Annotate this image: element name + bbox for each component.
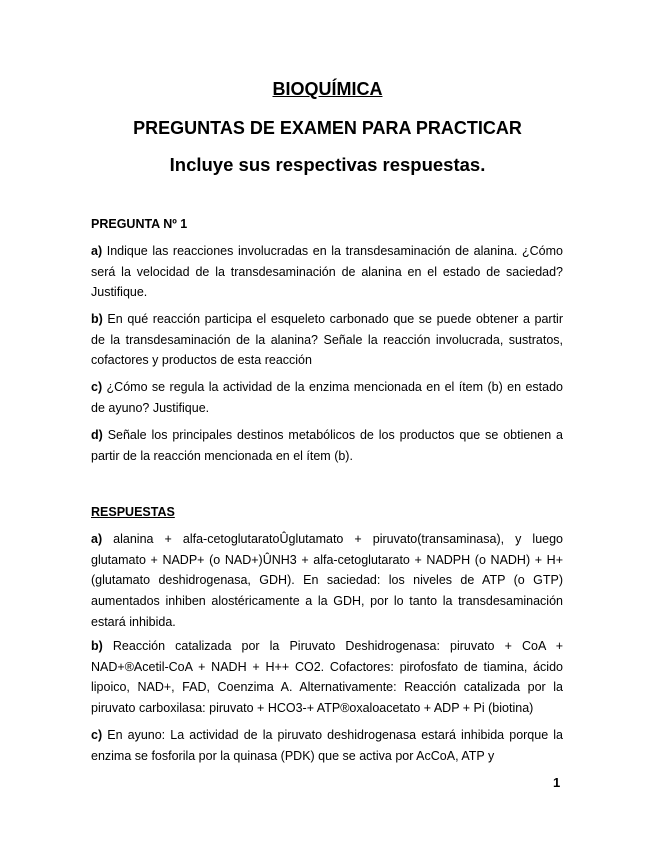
answer-item-text: En ayuno: La actividad de la piruvato deshidrogenasa estará inhibida porque la enzima se fosforila por la quinasa (PDK) que se activa por AcCoA, ATP y	[91, 728, 563, 763]
answer-item-b	[91, 636, 563, 719]
question-item-text: En qué reacción participa el esqueleto carbonado que se puede obtener a partir de la transdesaminación de la alanina? Señale la reacción involucrada, sustratos, cofactores y productos de esta reacción	[91, 312, 563, 368]
question-item-letter: b)	[91, 312, 103, 326]
document-subtitle: PREGUNTAS DE EXAMEN PARA PRACTICAR	[133, 118, 522, 138]
question-item-b	[91, 309, 563, 371]
answer-item-letter: c)	[91, 728, 103, 742]
page-number: 1	[553, 775, 561, 790]
answer-item-letter: a)	[91, 532, 103, 546]
document-tagline: Incluye sus respectivas respuestas.	[169, 154, 486, 175]
document-title: BIOQUÍMICA	[272, 79, 383, 99]
question-item-text: Señale los principales destinos metabólicos de los productos que se obtienen a partir de la reacción mencionada en el ítem (b).	[91, 428, 563, 463]
question-item-text: Indique las reacciones involucradas en la transdesaminación de alanina. ¿Cómo será la velocidad de la transdesaminación de alanina en el estado de saciedad? Justifique.	[91, 244, 563, 300]
question-item-letter: d)	[91, 428, 103, 442]
answer-item-letter: b)	[91, 639, 103, 653]
question-item-letter: c)	[91, 380, 103, 394]
question-item-d	[91, 425, 563, 466]
question-item-c	[91, 377, 563, 418]
answer-item-c	[91, 725, 563, 766]
question-heading: PREGUNTA Nº 1	[91, 217, 188, 231]
question-item-letter: a)	[91, 244, 103, 258]
answers-heading: RESPUESTAS	[91, 505, 175, 519]
answer-item-text: Reacción catalizada por la Piruvato Deshidrogenasa: piruvato + CoA + NAD+®Acetil-CoA + NADH + H++ CO2. Cofactores: pirofosfato de tiamina, ácido lipoico, NAD+, FAD, Coenzima A. Alternativamente: Reacción catalizada por la piruvato carboxilasa: piruvato + HCO3-+ ATP®oxaloacetato + ADP + Pi (biotina)	[91, 639, 563, 716]
answer-item-text: alanina + alfa-cetoglutaratoÛglutamato + piruvato(transaminasa), y luego glutamato + NADP+ (o NAD+)ÛNH3 + alfa-cetoglutarato + NADPH (o NADH) + H+ (glutamato deshidrogenasa, GDH). En saciedad: los niveles de ATP (o GTP) aumentados inhiben alostéricamente a la GDH, por lo tanto la transdesaminación estará inhibida.	[91, 532, 563, 629]
question-item-text: ¿Cómo se regula la actividad de la enzima mencionada en el ítem (b) en estado de ayuno? Justifique.	[91, 380, 563, 415]
question-item-a	[91, 241, 563, 303]
answer-item-a	[91, 529, 563, 633]
